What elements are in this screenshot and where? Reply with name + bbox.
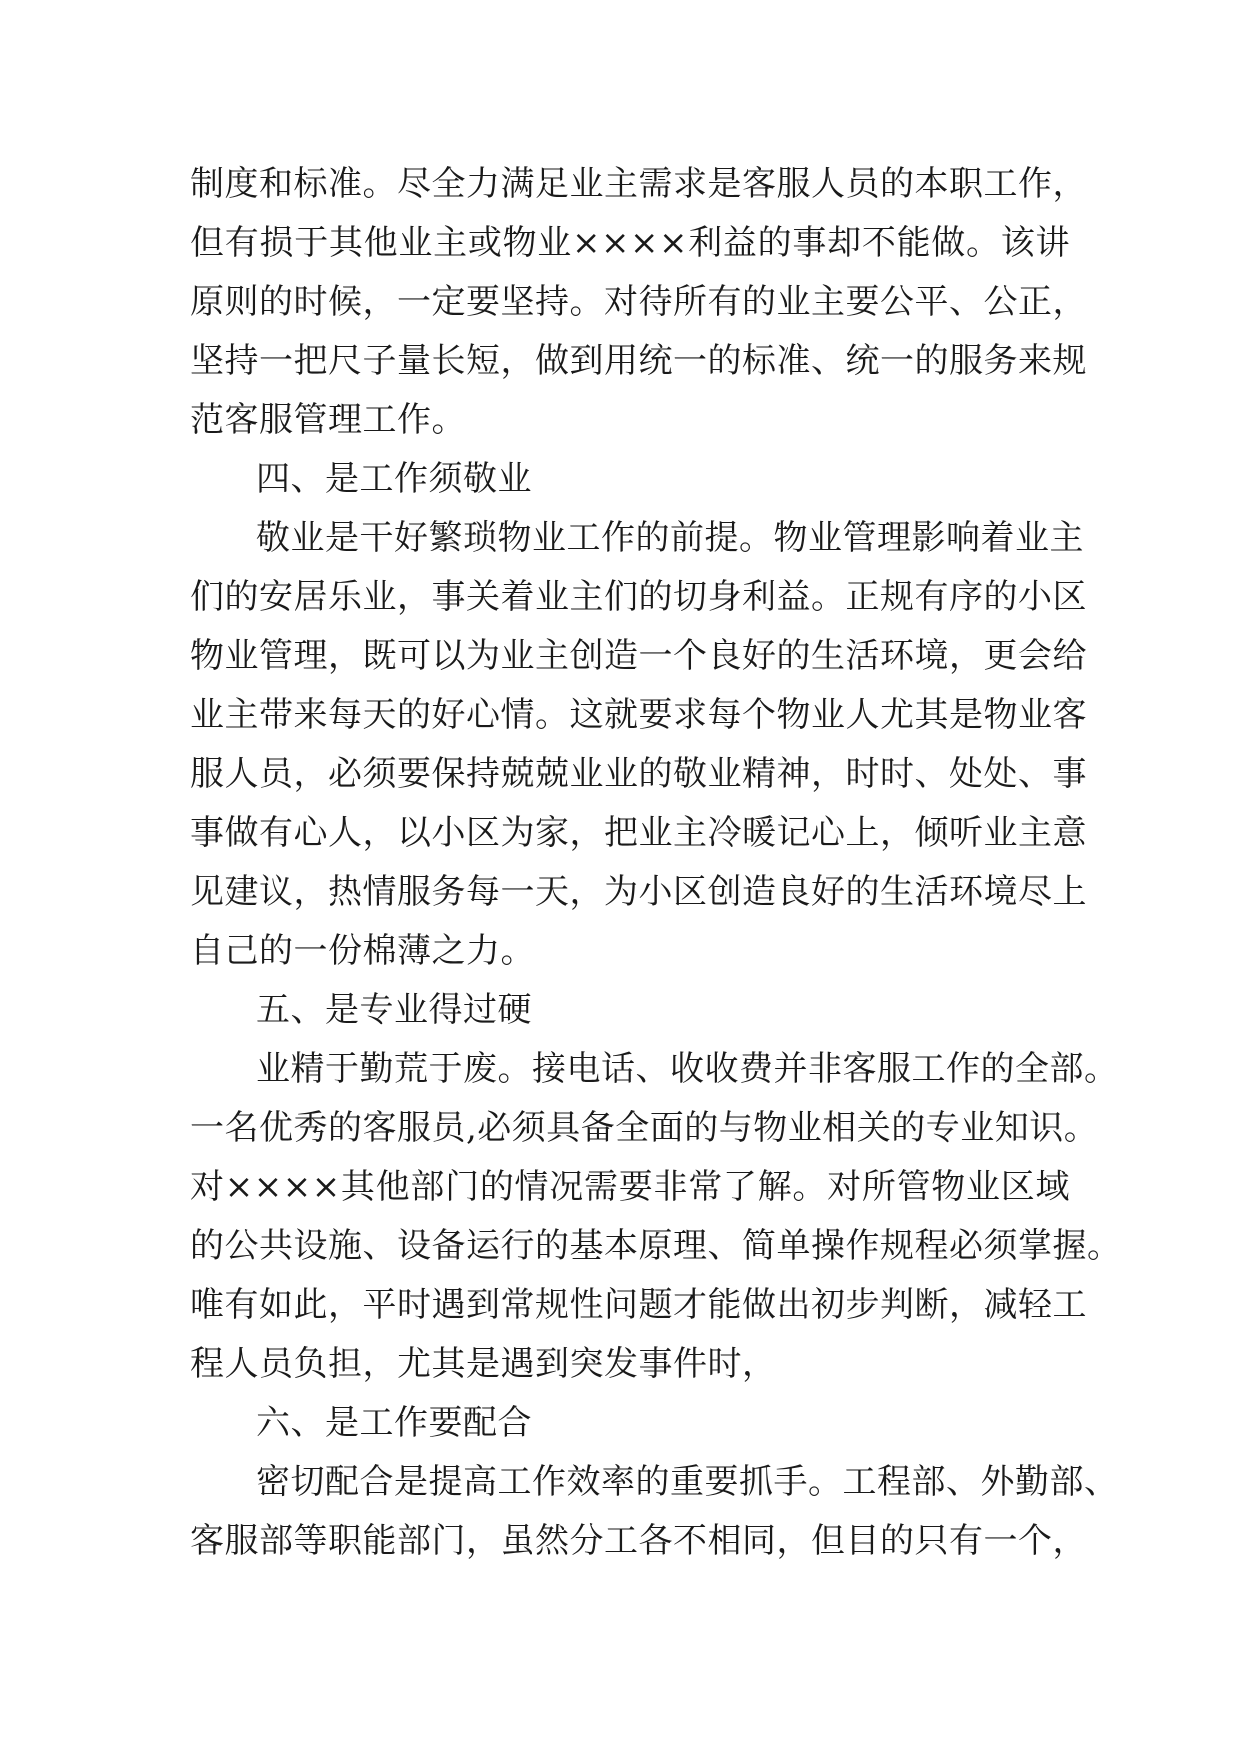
text-line: 敬业是干好繁琐物业工作的前提。物业管理影响着业主 xyxy=(256,518,1084,558)
text-line: 一名优秀的客服员,必须具备全面的与物业相关的专业知识。 xyxy=(190,1108,1099,1148)
text-line: 业精于勤荒于废。接电话、收收费并非客服工作的全部。 xyxy=(256,1049,1119,1089)
text-line: 原则的时候，一定要坚持。对待所有的业主要公平、公正， xyxy=(190,282,1087,322)
text-line: 事做有心人，以小区为家，把业主冷暖记心上，倾听业主意 xyxy=(190,813,1087,853)
section-heading: 四、是工作须敬业 xyxy=(256,459,532,499)
text-line: 物业管理，既可以为业主创造一个良好的生活环境，更会给 xyxy=(190,636,1087,676)
section-heading: 六、是工作要配合 xyxy=(256,1403,532,1443)
text-line: 程人员负担，尤其是遇到突发事件时， xyxy=(190,1344,777,1384)
text-line: 见建议，热情服务每一天，为小区创造良好的生活环境尽上 xyxy=(190,872,1087,912)
section-heading: 五、是专业得过硬 xyxy=(256,990,532,1030)
text-line: 唯有如此，平时遇到常规性问题才能做出初步判断，减轻工 xyxy=(190,1285,1087,1325)
text-line: 的公共设施、设备运行的基本原理、简单操作规程必须掌握。 xyxy=(190,1226,1122,1266)
text-line: 客服部等职能部门，虽然分工各不相同，但目的只有一个， xyxy=(190,1521,1087,1561)
text-line: 对××××其他部门的情况需要非常了解。对所管物业区域 xyxy=(190,1167,1070,1207)
text-line: 范客服管理工作。 xyxy=(190,400,466,440)
text-line: 坚持一把尺子量长短，做到用统一的标准、统一的服务来规 xyxy=(190,341,1087,381)
text-line: 服人员，必须要保持兢兢业业的敬业精神，时时、处处、事 xyxy=(190,754,1087,794)
text-line: 制度和标准。尽全力满足业主需求是客服人员的本职工作， xyxy=(190,164,1087,204)
text-line: 但有损于其他业主或物业××××利益的事却不能做。该讲 xyxy=(190,223,1070,263)
text-line: 业主带来每天的好心情。这就要求每个物业人尤其是物业客 xyxy=(190,695,1087,735)
text-line: 自己的一份棉薄之力。 xyxy=(190,931,535,971)
text-line: 密切配合是提高工作效率的重要抓手。工程部、外勤部、 xyxy=(256,1462,1119,1502)
text-line: 们的安居乐业，事关着业主们的切身利益。正规有序的小区 xyxy=(190,577,1087,617)
